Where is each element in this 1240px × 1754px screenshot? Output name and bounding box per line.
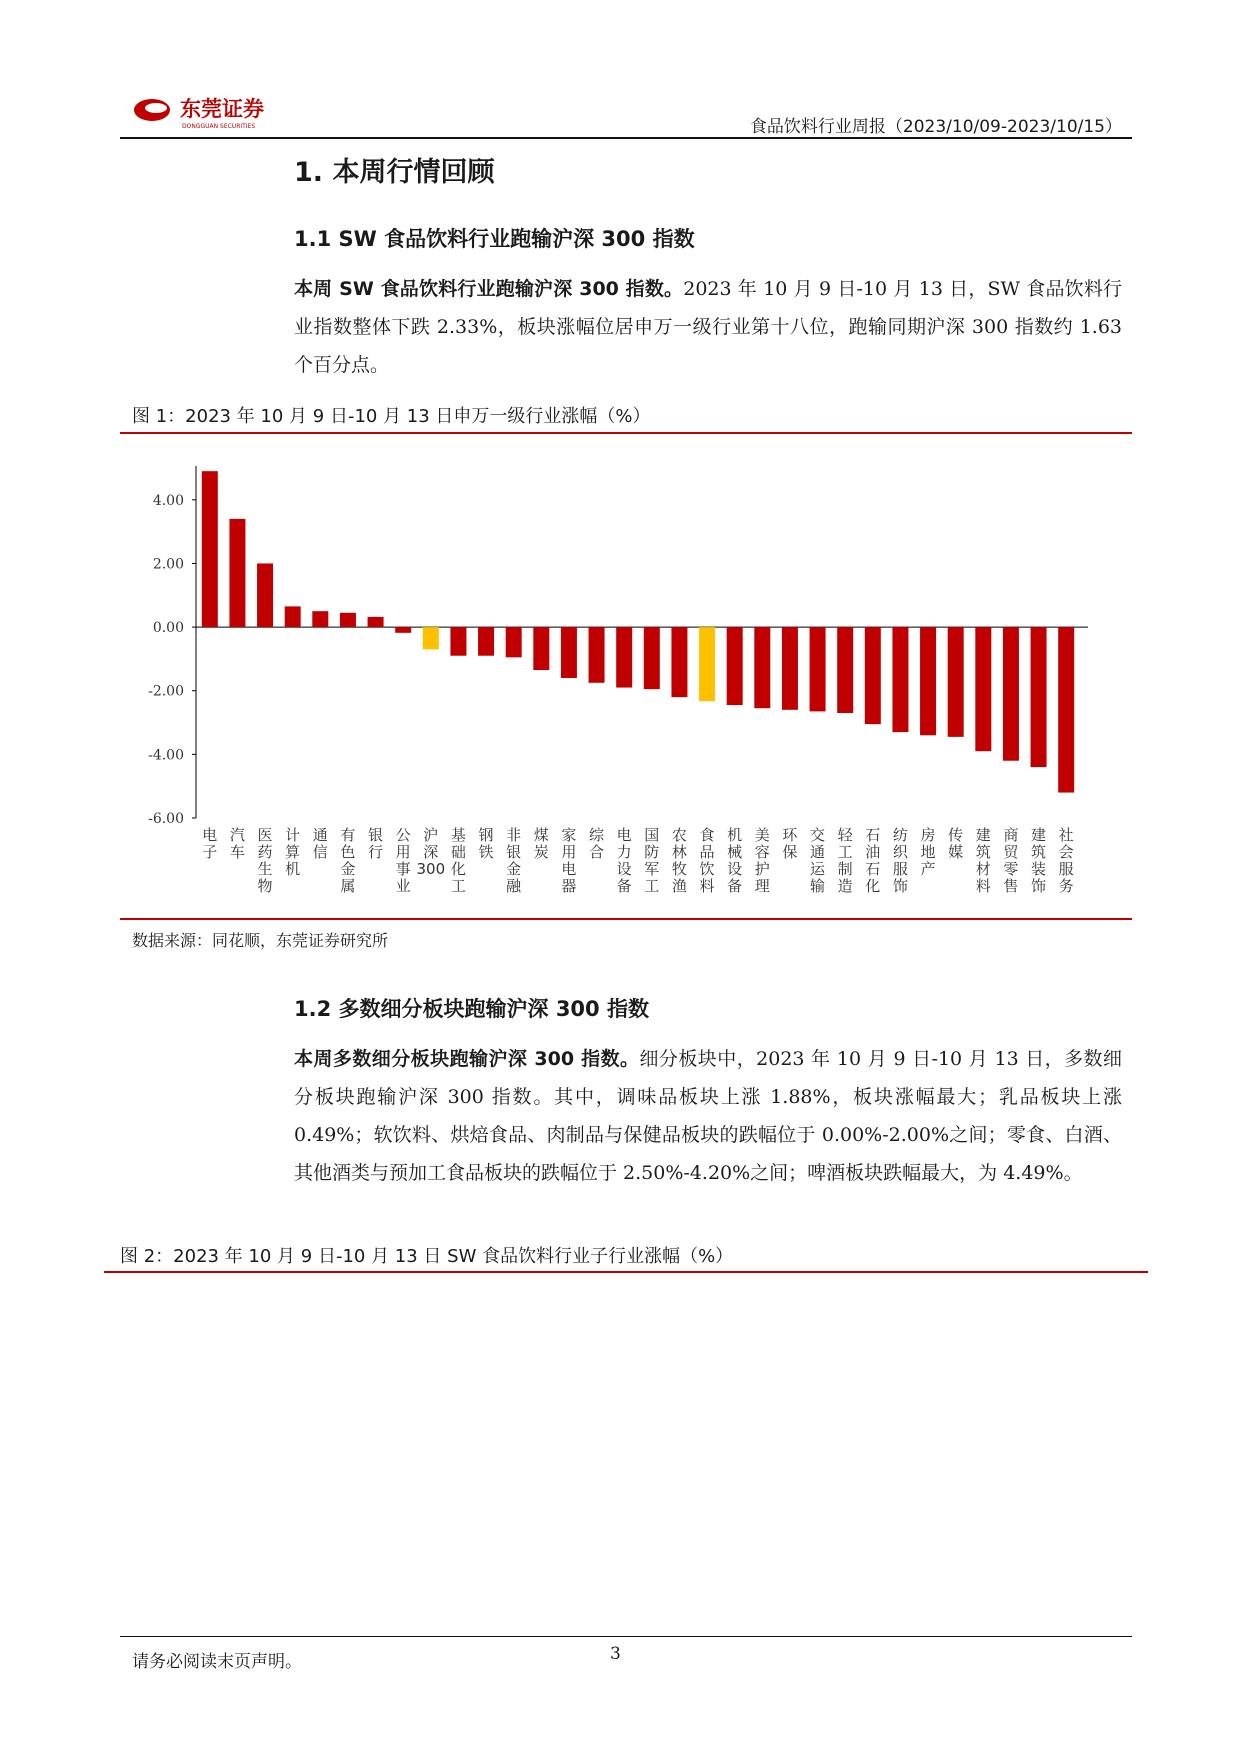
x-tick-label: 农林牧渔 bbox=[671, 826, 687, 895]
bar-16 bbox=[644, 627, 660, 689]
x-tick-label: 沪深 300 bbox=[416, 826, 446, 878]
x-tick-label: 国防军工 bbox=[644, 826, 660, 895]
x-tick-label: 环保 bbox=[782, 826, 798, 861]
company-logo bbox=[132, 92, 362, 132]
x-tick-label: 轻工制造 bbox=[837, 826, 853, 895]
bar-28 bbox=[975, 627, 991, 751]
y-tick-label: -4.00 bbox=[148, 747, 184, 764]
industry-returns-bar-chart bbox=[120, 440, 1132, 910]
x-axis-labels bbox=[202, 826, 1073, 895]
bar-30 bbox=[1031, 627, 1047, 767]
subsection-title-2: 1.2 多数细分板块跑输沪深 300 指数 bbox=[294, 997, 649, 1021]
y-tick-label: -2.00 bbox=[148, 683, 184, 700]
x-tick-label: 医药生物 bbox=[257, 826, 273, 895]
x-tick-label: 计算机 bbox=[285, 826, 301, 878]
section-title: 1. 本周行情回顾 bbox=[294, 157, 495, 188]
bar-9 bbox=[450, 627, 466, 656]
figure-1-bottom-rule bbox=[120, 918, 1132, 920]
bar-4 bbox=[312, 611, 328, 627]
bar-23 bbox=[837, 627, 853, 713]
x-tick-label: 传媒 bbox=[948, 826, 964, 861]
bar-0 bbox=[202, 471, 218, 627]
logo-brand-en: DONGGUAN SECURITIES bbox=[182, 123, 256, 130]
bar-6 bbox=[368, 617, 384, 627]
y-tick-label: 4.00 bbox=[152, 492, 184, 509]
bar-24 bbox=[865, 627, 881, 724]
bar-10 bbox=[478, 627, 494, 656]
bar-5 bbox=[340, 613, 356, 627]
x-tick-label: 房地产 bbox=[920, 826, 936, 878]
bar-2 bbox=[257, 563, 273, 627]
header-divider bbox=[120, 137, 1132, 139]
bar-29 bbox=[1003, 627, 1019, 761]
x-tick-label: 汽车 bbox=[229, 826, 245, 861]
figure-1-source: 数据来源：同花顺，东莞证券研究所 bbox=[132, 931, 389, 950]
x-tick-label: 家用电器 bbox=[561, 826, 577, 895]
x-tick-label: 公用事业 bbox=[395, 826, 411, 895]
x-tick-label: 商贸零售 bbox=[1003, 826, 1019, 895]
bar-20 bbox=[754, 627, 770, 708]
x-tick-label: 纺织服饰 bbox=[892, 826, 908, 895]
x-tick-label: 社会服务 bbox=[1058, 826, 1074, 895]
bars bbox=[202, 471, 1074, 792]
x-tick-label: 建筑材料 bbox=[975, 826, 991, 895]
bar-31 bbox=[1058, 627, 1074, 792]
subsection-title-1: 1.1 SW 食品饮料行业跑输沪深 300 指数 bbox=[294, 227, 695, 251]
x-tick-label: 钢铁 bbox=[478, 826, 494, 861]
bar-11 bbox=[506, 627, 522, 657]
bar-7 bbox=[395, 627, 411, 633]
bar-1 bbox=[229, 519, 245, 627]
x-tick-label: 基础化工 bbox=[450, 826, 466, 895]
footer-disclaimer: 请务必阅读末页声明。 bbox=[132, 1652, 302, 1672]
bar-25 bbox=[892, 627, 908, 732]
figure-1-top-rule bbox=[120, 432, 1132, 434]
bar-3 bbox=[285, 606, 301, 627]
figure-2-top-rule bbox=[104, 1271, 1148, 1273]
bar-13 bbox=[561, 627, 577, 678]
footer-divider bbox=[120, 1636, 1132, 1637]
paragraph-1-body: 2023 年 10 月 9 日-10 月 13 日，SW 食品饮料行业指数整体下跌 2.33%，板块涨幅位居申万一级行业第十八位，跑输同期沪深 300 指数约 1.63 个百分点。 bbox=[294, 278, 1122, 376]
bar-14 bbox=[589, 627, 605, 683]
paragraph-2-lead: 本周多数细分板块跑输沪深 300 指数。 bbox=[294, 1048, 640, 1070]
x-tick-label: 建筑装饰 bbox=[1031, 826, 1047, 895]
x-tick-label: 有色金属 bbox=[340, 826, 356, 895]
logo-mark-inner bbox=[145, 103, 167, 113]
x-tick-label: 食品饮料 bbox=[699, 826, 715, 895]
x-tick-label: 通信 bbox=[312, 826, 328, 861]
x-tick-label: 石油石化 bbox=[865, 826, 881, 895]
x-tick-label: 非银金融 bbox=[506, 826, 522, 895]
bar-26 bbox=[920, 627, 936, 735]
x-tick-label: 银行 bbox=[368, 826, 384, 861]
figure-1-caption: 图 1：2023 年 10 月 9 日-10 月 13 日申万一级行业涨幅（%） bbox=[132, 406, 651, 427]
y-tick-label: 2.00 bbox=[152, 556, 184, 573]
x-tick-label: 电力设备 bbox=[616, 826, 632, 895]
x-tick-label: 机械设备 bbox=[727, 826, 743, 895]
report-header-title: 食品饮料行业周报（2023/10/09-2023/10/15） bbox=[749, 117, 1122, 137]
page-number: 3 bbox=[610, 1644, 621, 1664]
paragraph-1 bbox=[294, 270, 1122, 384]
bar-22 bbox=[810, 627, 826, 711]
bar-27 bbox=[948, 627, 964, 737]
bar-19 bbox=[727, 627, 743, 705]
bar-17 bbox=[671, 627, 687, 697]
y-tick-label: 0.00 bbox=[152, 620, 184, 637]
bar-15 bbox=[616, 627, 632, 687]
logo-brand-cn: 东莞证券 bbox=[180, 97, 264, 121]
paragraph-2 bbox=[294, 1040, 1122, 1192]
bar-12 bbox=[533, 627, 549, 670]
x-tick-label: 交通运输 bbox=[810, 826, 826, 895]
x-tick-label: 美容护理 bbox=[754, 826, 770, 895]
paragraph-2-body: 细分板块中，2023 年 10 月 9 日-10 月 13 日，多数细分板块跑输沪深 300 指数。其中，调味品板块上涨 1.88%，板块涨幅最大；乳品板块上涨 0.49%；软饮料、烘焙食品、肉制品与保健品板块的跌幅位于 0.00%-2.00%之间；零食、白酒、其他酒类与预加工食品板块的跌幅位于 2.50%-4.20%之间；啤酒板块跌幅最大，为 4.49%。 bbox=[294, 1048, 1122, 1184]
bar-18 bbox=[699, 627, 715, 701]
x-tick-label: 煤炭 bbox=[533, 826, 549, 861]
paragraph-1-lead: 本周 SW 食品饮料行业跑输沪深 300 指数。 bbox=[294, 278, 684, 300]
figure-2-caption: 图 2：2023 年 10 月 9 日-10 月 13 日 SW 食品饮料行业子行业涨幅（%） bbox=[120, 1246, 734, 1267]
x-tick-label: 综合 bbox=[589, 826, 605, 861]
x-tick-label: 电子 bbox=[202, 826, 218, 861]
y-tick-label: -6.00 bbox=[148, 811, 184, 827]
bar-8 bbox=[423, 627, 439, 649]
bar-21 bbox=[782, 627, 798, 710]
